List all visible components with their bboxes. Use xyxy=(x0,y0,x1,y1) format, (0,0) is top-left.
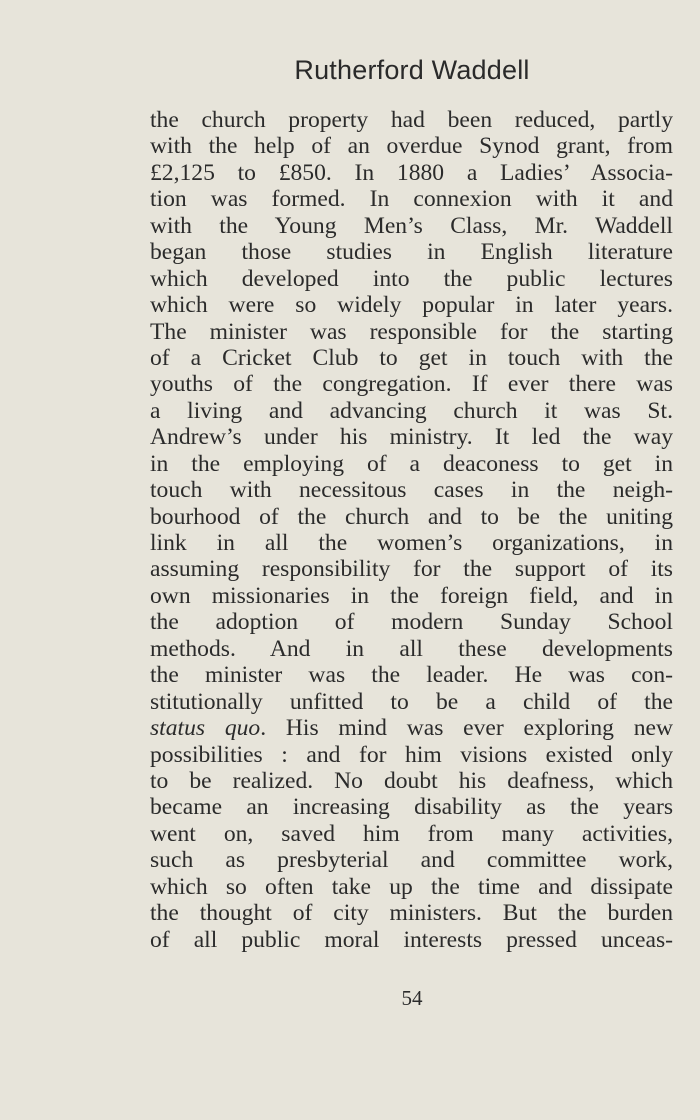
running-head: Rutherford Waddell xyxy=(294,55,530,85)
italic-phrase: status quo xyxy=(150,715,261,742)
text-line: tion was formed. In connexion with it and xyxy=(150,186,673,213)
text-line: with the help of an overdue Synod grant, from xyxy=(150,133,673,160)
text-line: the thought of city ministers. But the burden xyxy=(150,900,673,927)
text-line: methods. And in all these developments xyxy=(150,635,673,662)
text-line: a living and advancing church it was St. xyxy=(150,397,673,424)
text-line: such as presbyterial and committee work, xyxy=(150,847,673,874)
page-number: 54 xyxy=(401,986,423,1010)
text-line-rest: . His mind was ever exploring new xyxy=(260,715,674,742)
text-line: The minister was responsible for the starting xyxy=(150,318,673,345)
text-line: which so often take up the time and dissipate xyxy=(150,873,673,900)
text-line: the church property had been reduced, partly xyxy=(150,107,673,133)
body-paragraph xyxy=(150,107,673,953)
text-line: began those studies in English literature xyxy=(150,239,673,266)
text-line: bourhood of the church and to be the uniting xyxy=(150,503,673,530)
text-line: own missionaries in the foreign field, and in xyxy=(150,582,673,609)
text-line: Andrew’s under his ministry. It led the way xyxy=(150,424,673,451)
text-line: to be realized. No doubt his deafness, which xyxy=(150,767,673,794)
text-line: with the Young Men’s Class, Mr. Waddell xyxy=(150,212,673,239)
text-line: the adoption of modern Sunday School xyxy=(150,609,673,636)
text-line: youths of the congregation. If ever there was xyxy=(150,371,673,398)
text-line: went on, saved him from many activities, xyxy=(150,820,673,847)
text-line: which developed into the public lectures xyxy=(150,265,673,292)
text-line: stitutionally unfitted to be a child of the xyxy=(150,688,673,715)
text-line: touch with necessitous cases in the neigh- xyxy=(150,477,673,504)
text-line: £2,125 to £850. In 1880 a Ladies’ Associa- xyxy=(150,159,673,186)
text-line: of a Cricket Club to get in touch with the xyxy=(150,344,673,371)
text-line: the minister was the leader. He was con- xyxy=(150,662,673,689)
text-line: link in all the women’s organizations, in xyxy=(150,530,673,556)
text-line-italic xyxy=(150,715,673,741)
text-line: which were so widely popular in later years. xyxy=(150,292,673,319)
text-line: possibilities : and for him visions existed only xyxy=(150,741,673,768)
text-line: assuming responsibility for the support of its xyxy=(150,556,673,583)
text-line: in the employing of a deaconess to get in xyxy=(150,450,673,477)
text-line: became an increasing disability as the years xyxy=(150,794,673,821)
text-line: of all public moral interests pressed unceas- xyxy=(150,926,673,953)
